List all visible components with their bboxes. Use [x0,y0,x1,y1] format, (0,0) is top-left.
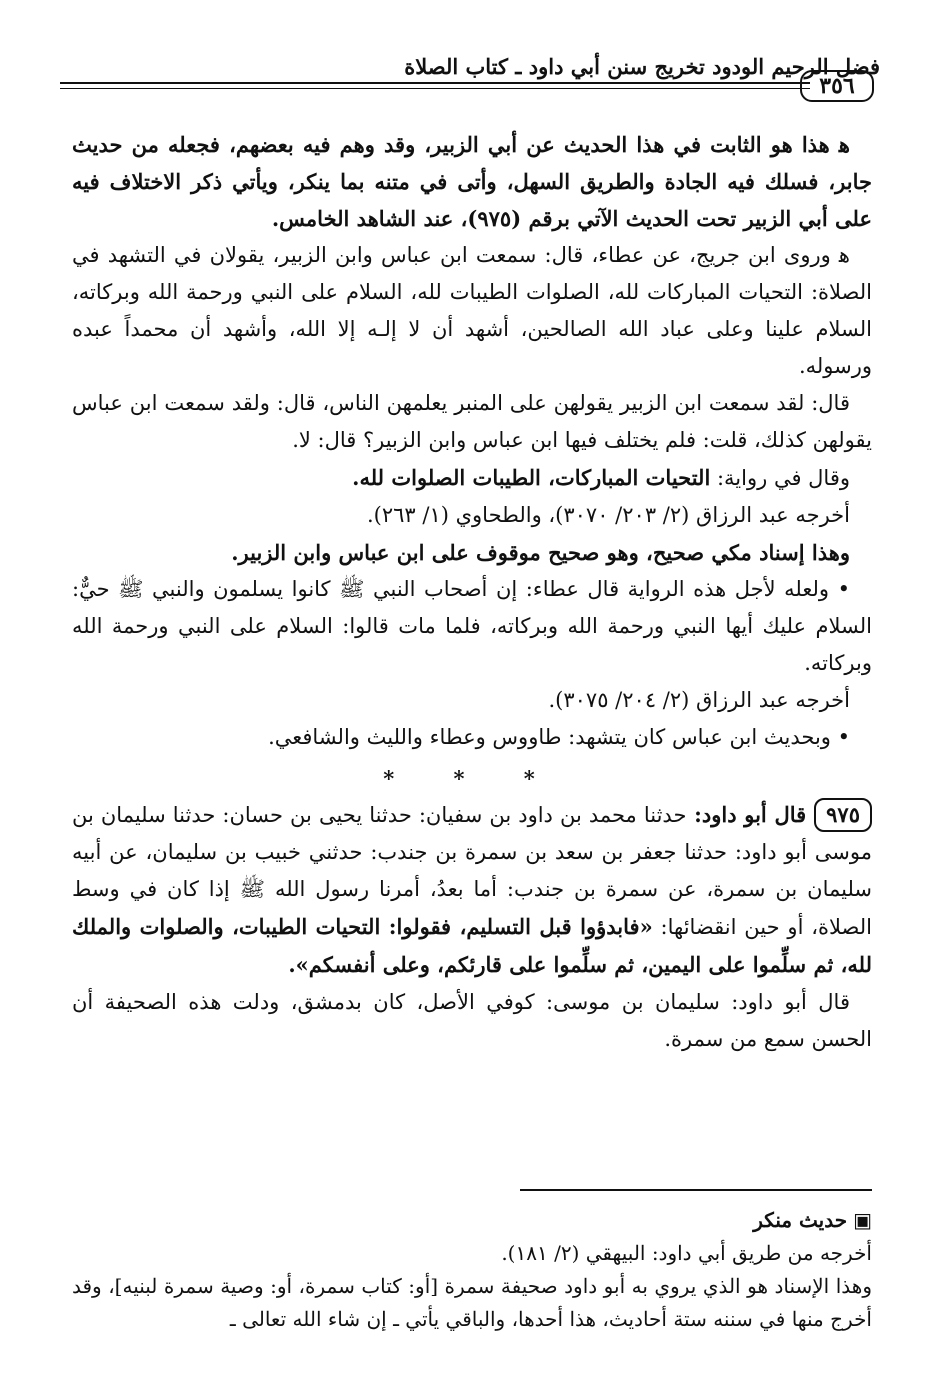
main-text [72,126,872,1058]
paragraph: قال: لقد سمعت ابن الزبير يقولهن على المنبر يعلمهن الناس، قال: ولقد سمعت ابن عباس يقولهن كذلك، قلت: فلم يختلف فيها ابن عباس وابن الزبير؟ قال: لا. [72,391,872,452]
paragraph [72,126,872,237]
hadith-lead: قال أبو داود: [686,802,807,827]
notes-rule [520,1189,872,1191]
paragraph-lead: وقال في رواية: [710,466,850,490]
hadith-paragraph [72,796,872,984]
page-header [60,48,880,102]
paragraph: ﻫ وروى ابن جريج، عن عطاء، قال: سمعت ابن عباس وابن الزبير، يقولان في التشهد في الصلاة: التحيات المباركات لله، الصلوات الطيبات لله، السلام على النبي ورحمة الله وبركاته، السلام علينا وعلى عباد الله الصالحين، أشهد أن لا إلـه إلا الله، وأشهد أن محمداً عبده ورسوله. [72,243,872,378]
paragraph: • وبحديث ابن عباس كان يتشهد: طاووس وعطاء والليث والشافعي. [268,725,850,749]
notes-heading [72,1204,872,1237]
section-divider: * * * [383,766,561,791]
book-icon: ▣ [853,1208,872,1232]
verdict: وهذا إسناد مكي صحيح، وهو صحيح موقوف على ابن عباس وابن الزبير. [231,540,850,565]
paragraph: قال أبو داود: سليمان بن موسى: كوفي الأصل، كان بدمشق، ودلت هذه الصحيفة أن الحسن سمع من سمرة. [72,990,872,1051]
page-number: ٣٥٦ [800,70,874,102]
paragraph-text: ﻫ هذا هو الثابت في هذا الحديث عن أبي الزبير، وقد وهم فيه بعضهم، فجعله من حديث جابر، فسلك فيه الجادة والطريق السهل، وأتى في متنه بما ينكر، ويأتي ذكر الاختلاف فيه على أبي الزبير تحت الحديث الآتي برقم (٩٧٥)، عند الشاهد الخامس. [72,132,872,231]
footnotes [72,1204,872,1336]
running-title: فضل الرحيم الودود تخريج سنن أبي داود ـ كتاب الصلاة [404,54,880,79]
notes-heading-text: حديث منكر [753,1208,848,1232]
header-rule [60,82,810,84]
note: أخرجه من طريق أبي داود: البيهقي (٢/ ١٨١). [501,1241,872,1265]
hadith-matn: «فابدؤوا قبل التسليم، فقولوا: التحيات الطيبات، والصلوات والملك لله، ثم سلِّموا على اليمين، ثم سلِّموا على قارئكم، وعلى أنفسكم». [72,914,872,977]
hadith-chain: حدثنا محمد بن داود بن سفيان: حدثنا يحيى بن حسان: حدثنا سليمان بن موسى أبو داود: حدثنا جعفر بن سعد بن سمرة بن جندب: حدثني خبيب بن سليمان، عن أبيه سليمان بن سمرة، عن سمرة بن جندب: أما بعدُ، أمرنا رسول الله ﷺ إذا كان في وسط الصلاة، أو حين انقضائها: [72,803,872,939]
paragraph [72,459,872,497]
note: وهذا الإسناد هو الذي يروي به أبو داود صحيفة سمرة [أو: كتاب سمرة، أو: وصية سمرة لبنيه]، وقد أخرج منها في سننه ستة أحاديث، هذا أحدها، والباقي يأتي ـ إن شاء الله تعالى ـ [72,1274,872,1331]
quote-bold: التحيات المباركات، الطيبات الصلوات لله. [352,465,711,490]
citation: أخرجه عبد الرزاق (٢/ ٢٠٤/ ٣٠٧٥). [548,688,850,712]
header-rule-thin [60,88,810,89]
hadith-number: ٩٧٥ [814,798,872,832]
paragraph: • ولعله لأجل هذه الرواية قال عطاء: إن أصحاب النبي ﷺ كانوا يسلمون والنبي ﷺ حيٌّ: السلام عليك أيها النبي ورحمة الله وبركاته، فلما مات قالوا: السلام على النبي ورحمة الله وبركاته. [72,577,872,675]
page-number-badge [788,70,888,100]
citation: أخرجه عبد الرزاق (٢/ ٢٠٣/ ٣٠٧٠)، والطحاوي (١/ ٢٦٣). [366,503,850,527]
